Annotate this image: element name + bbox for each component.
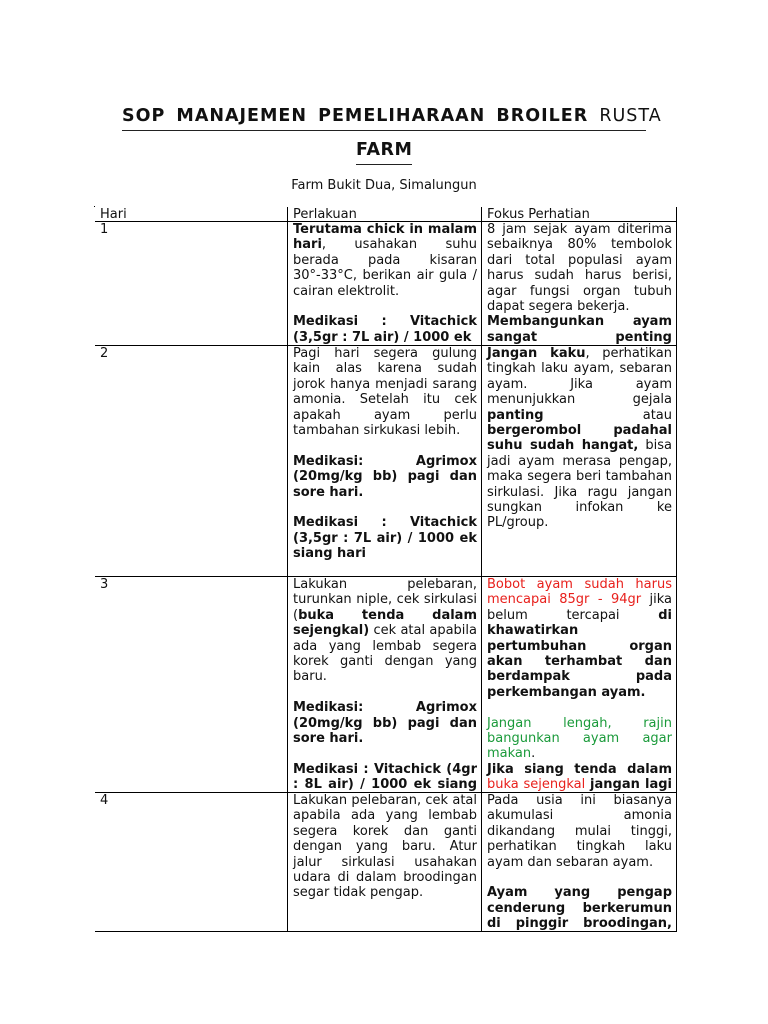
row-4-day — [95, 793, 288, 932]
fokus-text: 8 jam sejak ayam diterima sebaiknya 80% tembolok dari total populasi ayam harus sudah harus berisi, agar fungsi organ tubuh dapat segera bekerja. — [487, 222, 672, 315]
row-1-perlakuan — [288, 222, 482, 346]
row-2-day — [95, 346, 288, 577]
header-fokus: Fokus Perhatian — [482, 207, 677, 222]
day-value: 3 — [100, 577, 109, 592]
perlakuan-text: buka tenda dalam sejengkal) — [293, 607, 477, 639]
title-part-1: SOP MANAJEMEN PEMELIHARAAN BROILER — [122, 106, 589, 126]
document-title-line-2: FARM — [356, 140, 412, 165]
perlakuan-text: cek atal apabila ada yang lembab segera korek ganti dengan yang baru. — [293, 623, 477, 685]
row-3-perlakuan — [288, 577, 482, 793]
document-title — [122, 106, 662, 131]
fokus-text: bergerombol padahal suhu sudah hangat, — [487, 423, 672, 454]
row-2-fokus — [482, 346, 677, 577]
medikasi-text: Medikasi: Agrimox (20mg/kg bb) pagi dan sore hari. — [293, 700, 477, 747]
perlakuan-text: Lakukan pelebaran, cek atal apabila ada yang lembab segera korek dan ganti dengan yang baru. Atur jalur sirkulasi usahakan udara di dalam broodingan segar tidak pengap. — [293, 793, 477, 901]
fokus-text: Ayam yang pengap cenderung berkerumun di pinggir broodingan, — [487, 885, 672, 932]
fokus-text: Bobot ayam sudah harus mencapai 85gr - 94gr — [487, 577, 672, 608]
row-4-perlakuan — [288, 793, 482, 932]
fokus-text: jika belum tercapai — [487, 592, 672, 623]
fokus-text: Membangunkan ayam sangat penting — [487, 314, 672, 345]
fokus-text: Pada usia ini biasanya akumulasi amonia dikandang mulai tinggi, perhatikan tingkah laku ayam dan sebaran ayam. — [487, 793, 672, 870]
document-subtitle: Farm Bukit Dua, Simalungun — [291, 178, 477, 193]
fokus-text: bisa jadi ayam merasa pengap, maka segera beri tambahan sirkulasi. Jika ragu jangan sungkan infokan ke PL/group. — [487, 438, 672, 531]
fokus-text: atau — [543, 407, 672, 423]
day-value: 2 — [100, 346, 109, 361]
fokus-text: jangan lagi — [590, 777, 672, 793]
fokus-text: , perhatikan tingkah laku ayam, sebaran ayam. Jika ayam menunjukkan gejala — [487, 346, 672, 408]
fokus-text: panting — [487, 407, 544, 423]
medikasi-text: Medikasi : Vitachick (4gr : 8L air) / 1000 ek siang — [293, 761, 477, 793]
title-part-2: RUSTA — [599, 106, 662, 126]
fokus-text: di khawatirkan pertumbuhan organ akan terhambat dan berdampak pada perkembangan ayam. — [487, 607, 672, 700]
medikasi-text: Medikasi : Vitachick (3,5gr : 7L air) / 1000 ek siang hari — [293, 515, 477, 562]
row-1-fokus — [482, 222, 677, 346]
medikasi-text: Medikasi : Vitachick (3,5gr : 7L air) / 1000 ek — [293, 314, 477, 345]
header-hari: Hari — [95, 207, 288, 222]
sop-table — [94, 206, 672, 932]
day-value: 4 — [100, 793, 109, 808]
row-3-day — [95, 577, 288, 793]
perlakuan-text: Lakukan pelebaran, turunkan niple, cek sirkulasi ( — [293, 577, 477, 623]
perlakuan-text: , usahakan suhu berada pada kisaran 30°-33°C, berikan air gula / cairan elektrolit. — [293, 237, 477, 299]
fokus-text: Jangan lengah, rajin bangunkan ayam agar makan — [487, 715, 672, 762]
fokus-text: Jika siang tenda dalam — [487, 761, 672, 777]
fokus-text: . — [531, 746, 536, 762]
medikasi-text: Medikasi: Agrimox (20mg/kg bb) pagi dan sore hari. — [293, 453, 477, 500]
row-1-day — [95, 222, 288, 346]
perlakuan-text: Pagi hari segera gulung kain alas karena sudah jorok hanya menjadi sarang amonia. Setelah itu cek apakah ayam perlu tambahan sirkukasi lebih. — [293, 346, 477, 439]
row-2-perlakuan — [288, 346, 482, 577]
row-3-fokus — [482, 577, 677, 793]
fokus-text: Jangan kaku — [487, 346, 586, 361]
row-4-fokus — [482, 793, 677, 932]
day-value: 1 — [100, 222, 109, 237]
fokus-text: buka sejengkal — [487, 777, 586, 793]
perlakuan-text: Terutama chick in malam hari — [293, 222, 477, 253]
header-perlakuan: Perlakuan — [288, 207, 482, 222]
